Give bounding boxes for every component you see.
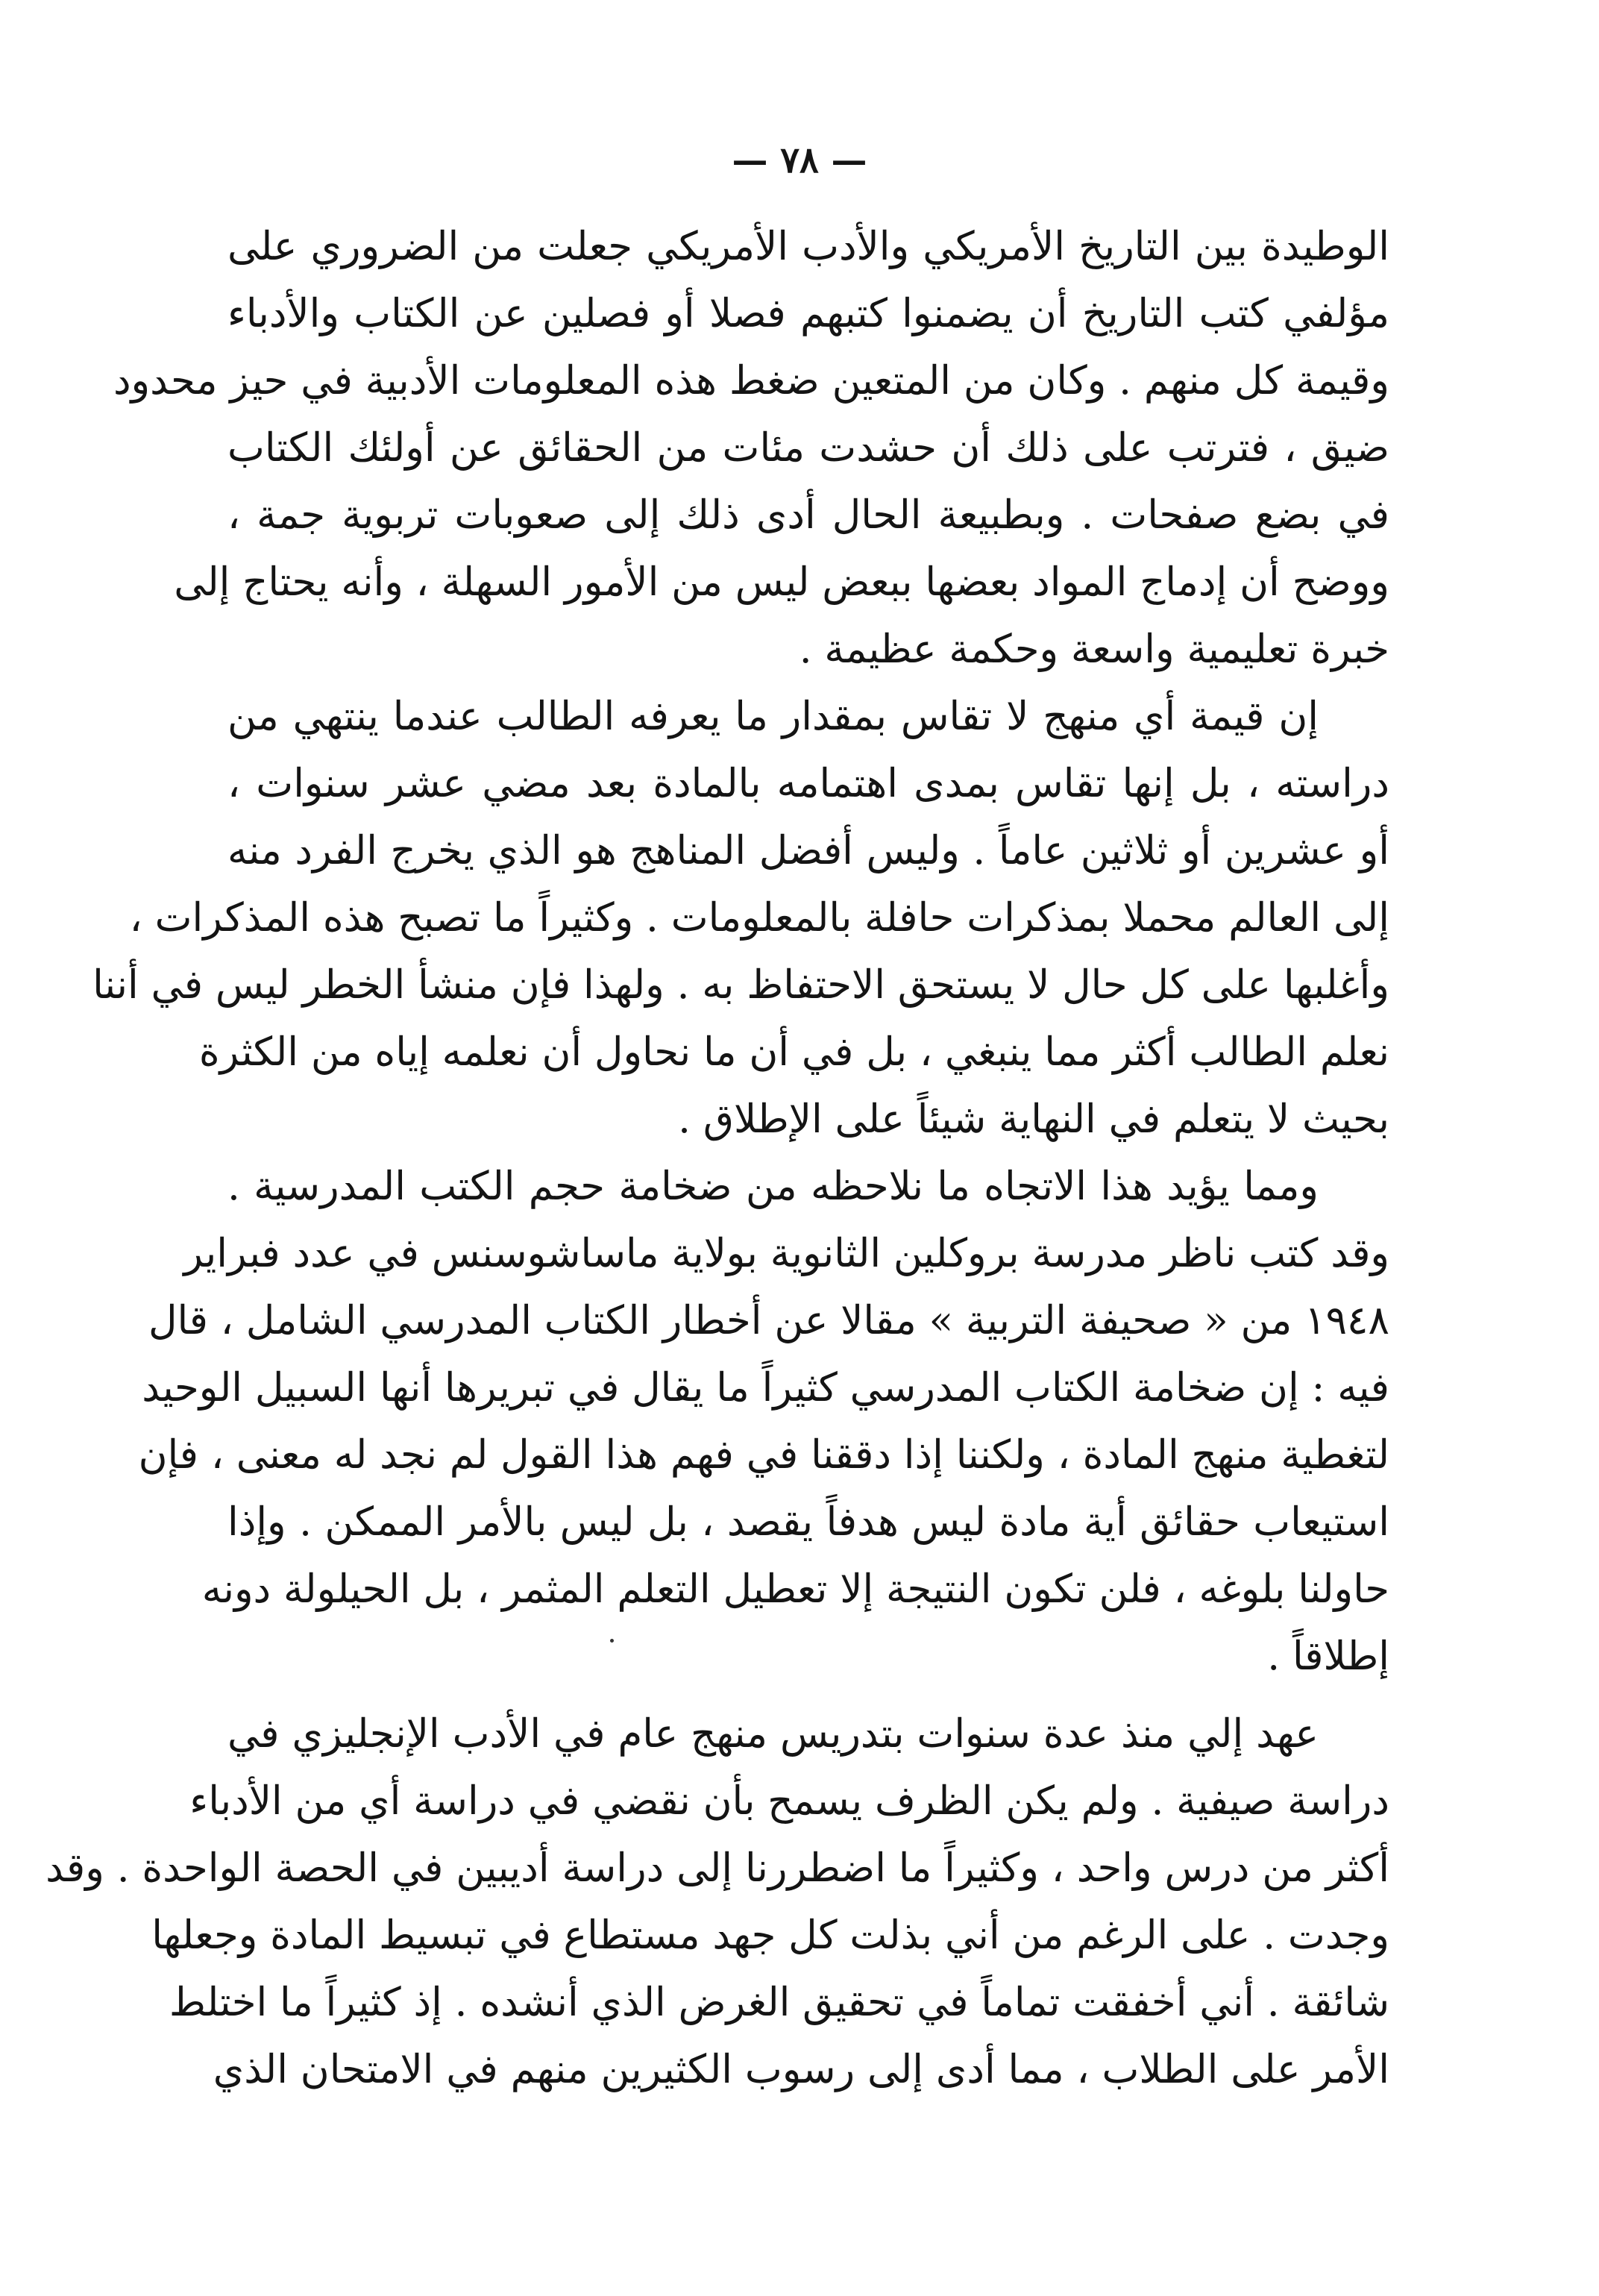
text-line: دراسته ، بل إنها تقاس بمدى اهتمامه بالمادة بعد مضي عشر سنوات ، bbox=[227, 761, 1389, 806]
text-line: الوطيدة بين التاريخ الأمريكي والأدب الأمريكي جعلت من الضروري على bbox=[227, 224, 1389, 269]
page-number: — ٧٨ — bbox=[732, 139, 867, 181]
text-line: وجدت . على الرغم من أني بذلت كل جهد مستطاع في تبسيط المادة وجعلها bbox=[151, 1913, 1389, 1958]
text-line: ١٩٤٨ من « صحيفة التربية » مقالا عن أخطار الكتاب المدرسي الشامل ، قال bbox=[148, 1298, 1389, 1343]
text-line: وقد كتب ناظر مدرسة بروكلين الثانوية بولاية ماساشوسنس في عدد فبراير bbox=[183, 1231, 1389, 1276]
text-line: الأمر على الطلاب ، مما أدى إلى رسوب الكثيرين منهم في الامتحان الذي bbox=[213, 2047, 1389, 2092]
paragraph-2 bbox=[92, 683, 1389, 1153]
page-body-text bbox=[45, 213, 1389, 2104]
paragraph-4 bbox=[45, 1701, 1389, 2104]
text-line: مؤلفي كتب التاريخ أن يضمنوا كتبهم فصلا أو فصلين عن الكتاب والأدباء bbox=[227, 291, 1389, 336]
text-line: فيه : إن ضخامة الكتاب المدرسي كثيراً ما يقال في تبريرها أنها السبيل الوحيد bbox=[142, 1365, 1389, 1411]
paragraph-spacer bbox=[227, 1690, 1389, 1701]
text-line: وأغلبها على كل حال لا يستحق الاحتفاظ به . ولهذا فإن منشأ الخطر ليس في أننا bbox=[92, 962, 1389, 1008]
text-line: عهد إلي منذ عدة سنوات بتدريس منهج عام في الأدب الإنجليزي في bbox=[227, 1711, 1319, 1757]
text-line: ومما يؤيد هذا الاتجاه ما نلاحظه من ضخامة حجم الكتب المدرسية . bbox=[227, 1164, 1319, 1209]
text-line: لتغطية منهج المادة ، ولكننا إذا دققنا في فهم هذا القول لم نجد له معنى ، فإن bbox=[138, 1432, 1389, 1478]
text-line: إن قيمة أي منهج لا تقاس بمقدار ما يعرفه الطالب عندما ينتهي من bbox=[227, 694, 1319, 739]
text-line: أكثر من درس واحد ، وكثيراً ما اضطررنا إلى دراسة أديبين في الحصة الواحدة . وقد bbox=[45, 1845, 1389, 1891]
text-line: حاولنا بلوغه ، فلن تكون النتيجة إلا تعطيل التعلم المثمر ، بل الحيلولة دونه bbox=[201, 1566, 1389, 1612]
text-line: إطلاقاً . bbox=[1267, 1634, 1389, 1679]
text-line: إلى العالم محملا بمذكرات حافلة بالمعلومات . وكثيراً ما تصبح هذه المذكرات ، bbox=[129, 895, 1389, 941]
text-line: ضيق ، فترتب على ذلك أن حشدت مئات من الحقائق عن أولئك الكتاب bbox=[227, 425, 1389, 471]
text-line: خبرة تعليمية واسعة وحكمة عظيمة . bbox=[799, 627, 1389, 672]
text-line: دراسة صيفية . ولم يكن الظرف يسمح بأن نقضي في دراسة أي من الأدباء bbox=[189, 1778, 1389, 1824]
text-line: نعلم الطالب أكثر مما ينبغي ، بل في أن ما نحاول أن نعلمه إياه من الكثرة bbox=[198, 1029, 1389, 1075]
text-line: شائقة . أني أخفقت تماماً في تحقيق الغرض الذي أنشده . إذ كثيراً ما اختلط bbox=[169, 1980, 1389, 2025]
text-line: بحيث لا يتعلم في النهاية شيئاً على الإطلاق . bbox=[678, 1097, 1389, 1142]
scan-speck bbox=[610, 1639, 614, 1643]
text-line: استيعاب حقائق أية مادة ليس هدفاً يقصد ، بل ليس بالأمر الممكن . وإذا bbox=[227, 1499, 1389, 1545]
paragraph-3 bbox=[138, 1153, 1389, 1690]
paragraph-1 bbox=[113, 213, 1389, 683]
text-line: في بضع صفحات . وبطبيعة الحال أدى ذلك إلى صعوبات تربوية جمة ، bbox=[227, 492, 1389, 538]
text-line: أو عشرين أو ثلاثين عاماً . وليس أفضل المناهج هو الذي يخرج الفرد منه bbox=[227, 828, 1389, 873]
text-line: وقيمة كل منهم . وكان من المتعين ضغط هذه المعلومات الأدبية في حيز محدود bbox=[113, 358, 1389, 404]
text-line: ووضح أن إدماج المواد بعضها ببعض ليس من الأمور السهلة ، وأنه يحتاج إلى bbox=[174, 559, 1389, 605]
